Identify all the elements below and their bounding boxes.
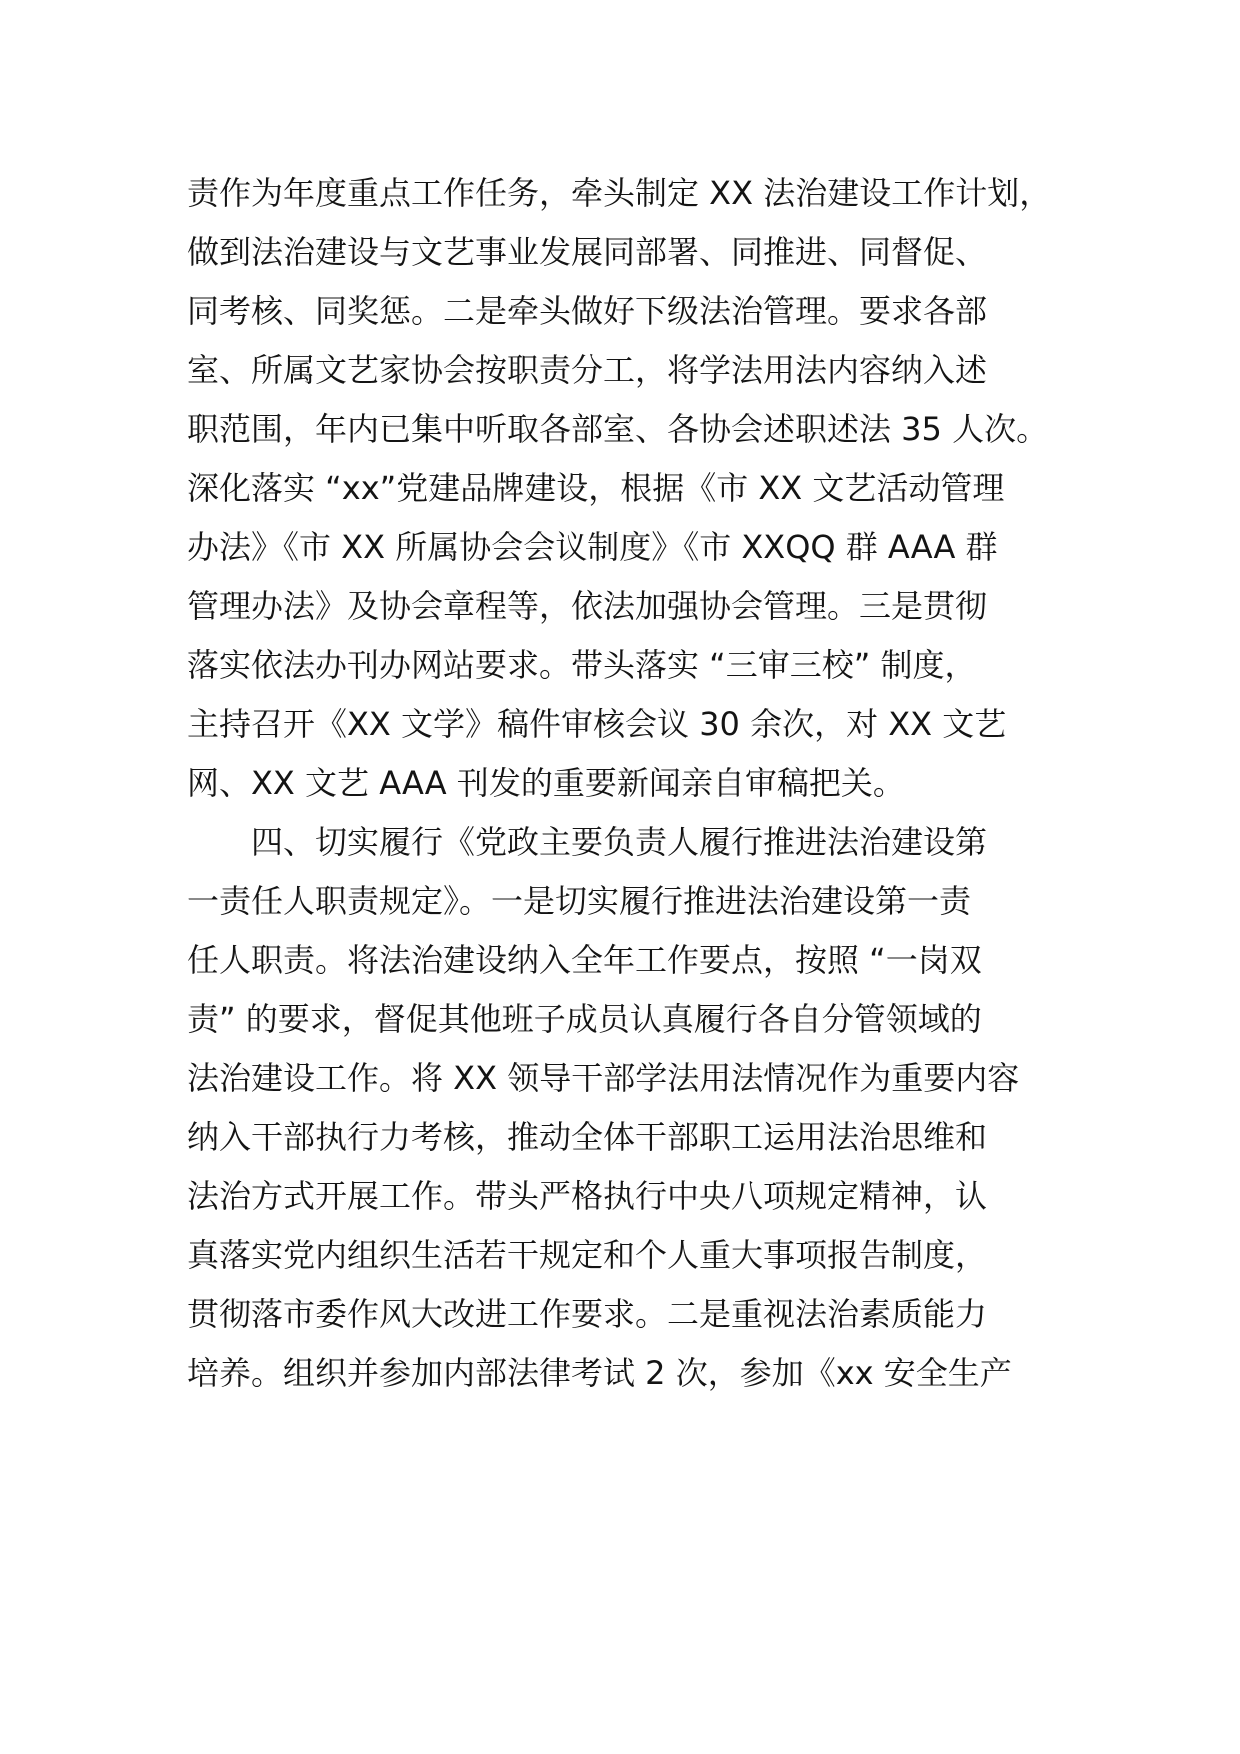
text-line: 职范围，年内已集中听取各部室、各协会述职述法 35 人次。 bbox=[187, 410, 1049, 448]
text-line: 培养。组织并参加内部法律考试 2 次，参加《xx 安全生产 bbox=[187, 1354, 1012, 1392]
text-line: 网、XX 文艺 AAA 刊发的重要新闻亲自审稿把关。 bbox=[187, 764, 905, 802]
text-line: 主持召开《XX 文学》稿件审核会议 30 余次，对 XX 文艺 bbox=[187, 705, 1007, 743]
text-line: 责作为年度重点工作任务，牵头制定 XX 法治建设工作计划， bbox=[187, 174, 1052, 212]
paragraph-first-line: 四、切实履行《党政主要负责人履行推进法治建设第 bbox=[251, 823, 988, 861]
text-line: 深化落实 “xx”党建品牌建设，根据《市 XX 文艺活动管理 bbox=[187, 469, 1005, 507]
text-line: 一责任人职责规定》。一是切实履行推进法治建设第一责 bbox=[187, 882, 972, 920]
text-line: 贯彻落市委作风大改进工作要求。二是重视法治素质能力 bbox=[187, 1295, 988, 1333]
text-line: 责” 的要求，督促其他班子成员认真履行各自分管领域的 bbox=[187, 1000, 982, 1038]
text-line: 任人职责。将法治建设纳入全年工作要点，按照 “一岗双 bbox=[187, 941, 982, 979]
text-line: 真落实党内组织生活若干规定和个人重大事项报告制度， bbox=[187, 1236, 988, 1274]
text-line: 纳入干部执行力考核，推动全体干部职工运用法治思维和 bbox=[187, 1118, 988, 1156]
text-line: 室、所属文艺家协会按职责分工，将学法用法内容纳入述 bbox=[187, 351, 988, 389]
text-line: 同考核、同奖惩。二是牵头做好下级法治管理。要求各部 bbox=[187, 292, 988, 330]
text-line: 管理办法》及协会章程等，依法加强协会管理。三是贯彻 bbox=[187, 587, 988, 625]
text-line: 落实依法办刊办网站要求。带头落实 “三审三校” 制度， bbox=[187, 646, 977, 684]
text-line: 做到法治建设与文艺事业发展同部署、同推进、同督促、 bbox=[187, 233, 988, 271]
text-line: 法治建设工作。将 XX 领导干部学法用法情况作为重要内容 bbox=[187, 1059, 1020, 1097]
text-line: 法治方式开展工作。带头严格执行中央八项规定精神，认 bbox=[187, 1177, 988, 1215]
text-line: 办法》《市 XX 所属协会会议制度》《市 XXQQ 群 AAA 群 bbox=[187, 528, 998, 566]
